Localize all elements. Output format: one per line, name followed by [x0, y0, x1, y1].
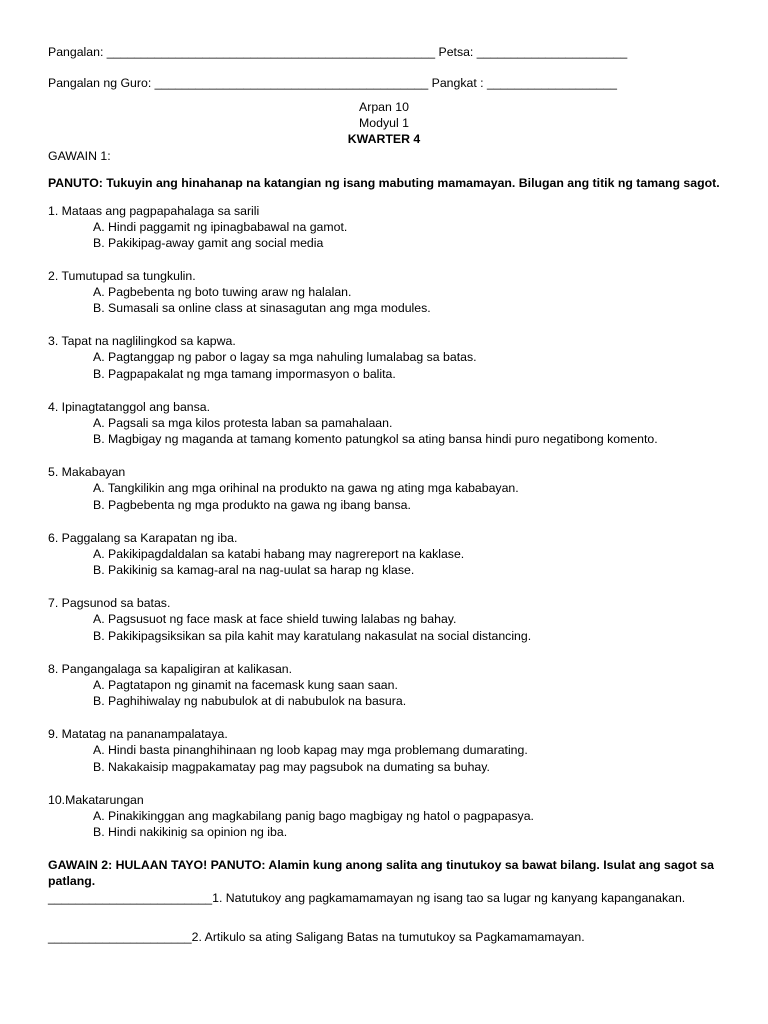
module-title: Modyul 1 — [359, 116, 409, 130]
gawain1-heading: GAWAIN 1: — [48, 149, 111, 163]
question-1: 1. Mataas ang pagpapahalaga sa sarili — [48, 204, 260, 218]
choice-10b: B. Hindi nakikinig sa opinion ng iba. — [93, 825, 288, 839]
choice-6a: A. Pakikipagdaldalan sa katabi habang may nagrereport na kaklase. — [93, 547, 465, 561]
choice-3b: B. Pagpapakalat ng mga tamang impormasyon o balita. — [93, 367, 396, 381]
question-6: 6. Paggalang sa Karapatan ng iba. — [48, 531, 238, 545]
question-4: 4. Ipinagtatanggol ang bansa. — [48, 400, 211, 414]
choice-4b: B. Magbigay ng maganda at tamang komento patungkol sa ating bansa hindi puro negatibong komento. — [93, 432, 658, 446]
choice-9a: A. Hindi basta pinanghihinaan ng loob kapag may mga problemang dumarating. — [93, 743, 528, 757]
subject-title: Arpan 10 — [359, 100, 409, 114]
choice-7a: A. Pagsusuot ng face mask at face shield tuwing lalabas ng bahay. — [93, 612, 457, 626]
question-8: 8. Pangangalaga sa kapaligiran at kalikasan. — [48, 662, 293, 676]
choice-3a: A. Pagtanggap ng pabor o lagay sa mga nahuling lumalabag sa batas. — [93, 350, 477, 364]
gawain2-item-1: ________________________1. Natutukoy ang pagkamamamayan ng isang tao sa lugar ng kanyang kapanganakan. — [48, 891, 686, 905]
question-2: 2. Tumutupad sa tungkulin. — [48, 269, 196, 283]
question-5: 5. Makabayan — [48, 465, 126, 479]
choice-4a: A. Pagsali sa mga kilos protesta laban sa pamahalaan. — [93, 416, 393, 430]
question-9: 9. Matatag na pananampalataya. — [48, 727, 228, 741]
choice-5b: B. Pagbebenta ng mga produkto na gawa ng ibang bansa. — [93, 498, 411, 512]
choice-8b: B. Paghihiwalay ng nabubulok at di nabubulok na basura. — [93, 694, 407, 708]
choice-2b: B. Sumasali sa online class at sinasagutan ang mga modules. — [93, 301, 431, 315]
quarter-title: KWARTER 4 — [347, 132, 421, 146]
choice-8a: A. Pagtatapon ng ginamit na facemask kung saan saan. — [93, 678, 398, 692]
choice-10a: A. Pinakikinggan ang magkabilang panig bago magbigay ng hatol o pagpapasya. — [93, 809, 534, 823]
choice-2a: A. Pagbebenta ng boto tuwing araw ng halalan. — [93, 285, 352, 299]
question-10: 10.Makatarungan — [48, 793, 144, 807]
question-7: 7. Pagsunod sa batas. — [48, 596, 171, 610]
choice-1a: A. Hindi paggamit ng ipinagbabawal na gamot. — [93, 220, 348, 234]
choice-7b: B. Pakikipagsiksikan sa pila kahit may karatulang nakasulat na social distancing. — [93, 629, 532, 643]
gawain2-instructions-line2: patlang. — [48, 874, 96, 888]
gawain2-instructions-line1: GAWAIN 2: HULAAN TAYO! PANUTO: Alamin kung anong salita ang tinutukoy sa bawat bilang. Isulat ang sagot sa — [48, 858, 714, 872]
choice-9b: B. Nakakaisip magpakamatay pag may pagsubok na dumating sa buhay. — [93, 760, 490, 774]
gawain1-instructions: PANUTO: Tukuyin ang hinahanap na katangian ng isang mabuting mamamayan. Bilugan ang titik ng tamang sagot. — [48, 176, 720, 190]
choice-6b: B. Pakikinig sa kamag-aral na nag-uulat sa harap ng klase. — [93, 563, 415, 577]
name-date-line: Pangalan: ________________________________________________ Petsa: ______________________ — [48, 45, 628, 59]
teacher-section-line: Pangalan ng Guro: ________________________________________ Pangkat : ___________________ — [48, 76, 617, 90]
gawain2-item-2: _____________________2. Artikulo sa ating Saligang Batas na tumutukoy sa Pagkamamamayan. — [48, 930, 585, 944]
choice-5a: A. Tangkilikin ang mga orihinal na produkto na gawa ng ating mga kababayan. — [93, 481, 519, 495]
choice-1b: B. Pakikipag-away gamit ang social media — [93, 236, 324, 250]
question-3: 3. Tapat na naglilingkod sa kapwa. — [48, 334, 236, 348]
